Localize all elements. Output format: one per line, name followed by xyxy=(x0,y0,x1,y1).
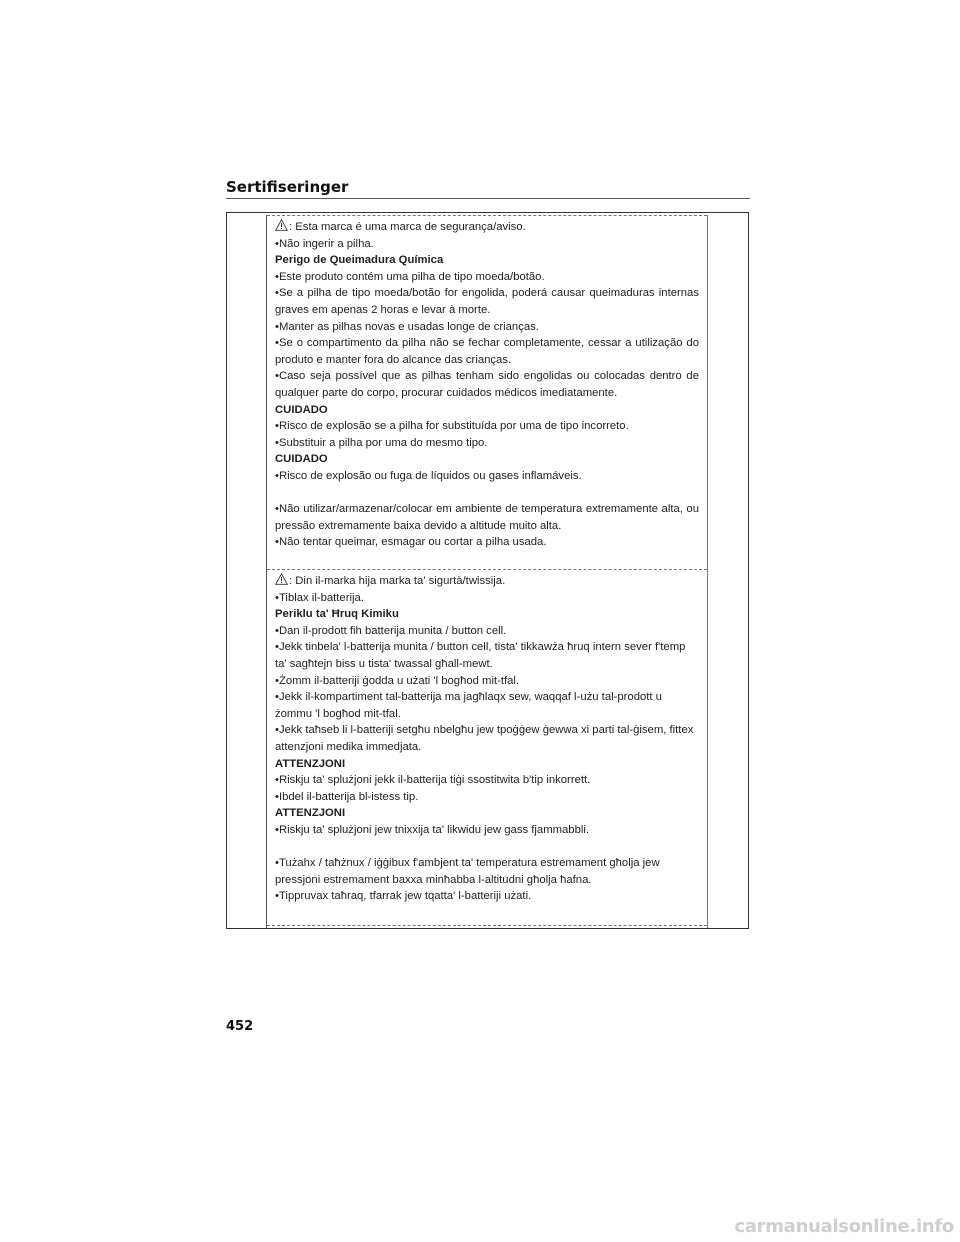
warning-line: •Risco de explosão se a pilha for substituída por uma de tipo incorreto. xyxy=(275,420,629,433)
warning-line: •Riskju ta' splużjoni jekk il-batterija tiġi ssostitwita b'tip inkorrett. xyxy=(275,774,591,787)
warning-line: •Risco de explosão ou fuga de líquidos ou gases inflamáveis. xyxy=(275,469,582,482)
warning-line: •Jekk taħseb li l-batteriji setgħu nbelgħu jew tpoġġew ġewwa xi parti tal-ġisem, fittex attenzjoni medika immedjata. xyxy=(275,724,694,753)
section-title: Sertifiseringer xyxy=(226,178,349,196)
section-heading: CUIDADO xyxy=(275,453,328,466)
warning-line: •Não tentar queimar, esmagar ou cortar a pilha usada. xyxy=(275,536,547,549)
maltese-lines xyxy=(275,590,699,905)
portuguese-warning-mark-text: : Esta marca é uma marca de segurança/aviso. xyxy=(289,221,526,233)
warning-line: •Ibdel il-batterija bl-istess tip. xyxy=(275,790,419,803)
maltese-warning-mark-text: : Din il-marka hija marka ta' sigurtà/twissija. xyxy=(289,575,506,587)
warning-line: •Żomm il-batteriji ġodda u użati 'l bogħod mit-tfal. xyxy=(275,674,520,687)
maltese-battery-warning xyxy=(275,573,699,905)
warning-line: •Dan il-prodott fih batterija munita / button cell. xyxy=(275,624,507,637)
warning-line: •Tiblax il-batterija. xyxy=(275,591,364,604)
portuguese-warning-mark-line xyxy=(275,219,699,236)
warning-line: •Não ingerir a pilha. xyxy=(275,237,374,250)
warning-line: •Substituir a pilha por uma do mesmo tipo. xyxy=(275,436,488,449)
warning-line: •Se o compartimento da pilha não se fechar completamente, cessar a utilização do produto e manter fora do alcance das crianças. xyxy=(275,337,699,366)
paragraph-gap xyxy=(275,485,699,502)
section-heading: Perigo de Queimadura Química xyxy=(275,254,444,267)
title-divider xyxy=(226,198,750,199)
section-heading: ATTENZJONI xyxy=(275,757,346,770)
warning-triangle-icon xyxy=(275,219,288,231)
portuguese-battery-warning xyxy=(275,219,699,551)
warning-line: •Não utilizar/armazenar/colocar em ambiente de temperatura extremamente alta, ou pressão extremamente baixa devido a altitude muito alta. xyxy=(275,503,699,532)
warning-line: •Jekk tinbela' l-batterija munita / button cell, tista' tikkawża ħruq intern sever f'temp ta' sagħtejn biss u tista' twassal għall-mewt. xyxy=(275,641,686,670)
portuguese-lines xyxy=(275,236,699,551)
warning-line: •Jekk il-kompartiment tal-batterija ma jagħlaqx sew, waqqaf l-użu tal-prodott u żommu 'l bogħod mit-tfal. xyxy=(275,691,662,720)
warning-line: •Caso seja possível que as pilhas tenham sido engolidas ou colocadas dentro de qualquer parte do corpo, procurar cuidados médicos imediatamente. xyxy=(275,370,699,399)
maltese-warning-mark-line xyxy=(275,573,699,590)
section-heading: Periklu ta' Ħruq Kimiku xyxy=(275,608,399,621)
dashed-divider-bottom xyxy=(267,925,707,926)
dashed-divider-top xyxy=(267,215,707,216)
paragraph-gap xyxy=(275,839,699,856)
warning-line: •Tippruvax taħraq, tfarrak jew tqatta' l-batteriji użati. xyxy=(275,890,532,903)
section-heading: ATTENZJONI xyxy=(275,807,346,820)
warning-line: •Manter as pilhas novas e usadas longe de crianças. xyxy=(275,320,539,333)
warning-line: •Tużahx / taħżnux / iġġibux f'ambjent ta' temperatura estremament għolja jew pressjoni estremament baxxa minħabba l-altitudni għolja ħafna. xyxy=(275,857,660,886)
dashed-divider-middle xyxy=(267,569,707,570)
watermark: carmanualsonline.info xyxy=(734,1216,954,1237)
warning-triangle-icon xyxy=(275,573,288,585)
certification-frame xyxy=(226,212,749,929)
page-number: 452 xyxy=(226,1019,254,1034)
certification-text-column xyxy=(266,215,708,928)
warning-line: •Este produto contém uma pilha de tipo moeda/botão. xyxy=(275,270,545,283)
section-heading: CUIDADO xyxy=(275,403,328,416)
warning-line: •Se a pilha de tipo moeda/botão for engolida, poderá causar queimaduras internas graves em apenas 2 horas e levar à morte. xyxy=(275,287,699,316)
warning-line: •Riskju ta' splużjoni jew tnixxija ta' likwidu jew gass fjammabbli. xyxy=(275,823,590,836)
